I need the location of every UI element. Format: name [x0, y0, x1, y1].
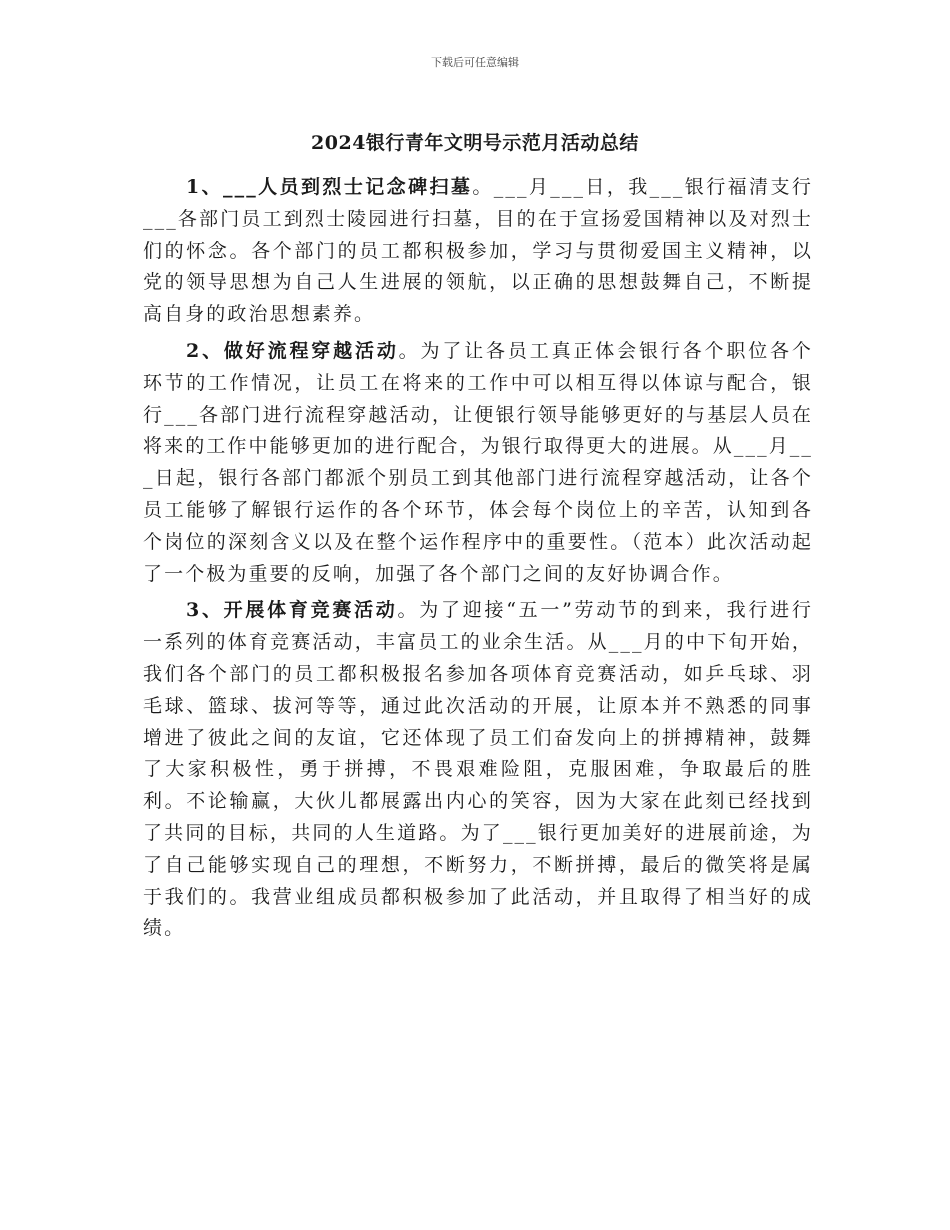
document-body	[143, 172, 813, 945]
paragraph-1	[143, 172, 813, 331]
paragraph-2-text: 。为了让各员工真正体会银行各个职位各个环节的工作情况，让员工在将来的工作中可以相互得以体谅与配合，银行___各部门进行流程穿越活动，让便银行领导能够更好的与基层人员在将来的工作中能够更加的进行配合，为银行取得更大的进展。从___月___日起，银行各部门都派个别员工到其他部门进行流程穿越活动，让各个员工能够了解银行运作的各个环节，体会每个岗位上的辛苦，认知到各个岗位的深刻含义以及在整个运作程序中的重要性。（范本）此次活动起了一个极为重要的反响，加强了各个部门之间的友好协调合作。	[143, 339, 813, 585]
paragraph-2	[143, 336, 813, 590]
paragraph-3-text: 。为了迎接“五一”劳动节的到来，我行进行一系列的体育竞赛活动，丰富员工的业余生活。从___月的中下旬开始，我们各个部门的员工都积极报名参加各项体育竞赛活动，如乒乓球、羽毛球、篮球、拔河等等，通过此次活动的开展，让原本并不熟悉的同事增进了彼此之间的友谊，它还体现了员工们奋发向上的拼搏精神，鼓舞了大家积极性，勇于拼搏，不畏艰难险阻，克服困难，争取最后的胜利。不论输赢，大伙儿都展露出内心的笑容，因为大家在此刻已经找到了共同的目标，共同的人生道路。为了___银行更加美好的进展前途，为了自己能够实现自己的理想，不断努力，不断拼搏，最后的微笑将是属于我们的。我营业组成员都积极参加了此活动，并且取得了相当好的成绩。	[143, 599, 813, 940]
header-note: 下载后可任意编辑	[431, 56, 519, 69]
paragraph-3-heading: 3、开展体育竞赛活动	[186, 599, 398, 622]
document-title: 2024银行青年文明号示范月活动总结	[311, 132, 639, 154]
paragraph-1-text: 。___月___日，我___银行福清支行___各部门员工到烈士陵园进行扫墓，目的在于宣扬爱国精神以及对烈士们的怀念。各个部门的员工都积极参加，学习与贯彻爱国主义精神，以党的领导思想为自己人生进展的领航，以正确的思想鼓舞自己，不断提高自身的政治思想素养。	[143, 176, 813, 326]
paragraph-1-heading: 1、___人员到烈士记念碑扫墓	[186, 176, 473, 198]
paragraph-2-heading: 2、做好流程穿越活动	[186, 339, 399, 362]
paragraph-3	[143, 595, 813, 945]
